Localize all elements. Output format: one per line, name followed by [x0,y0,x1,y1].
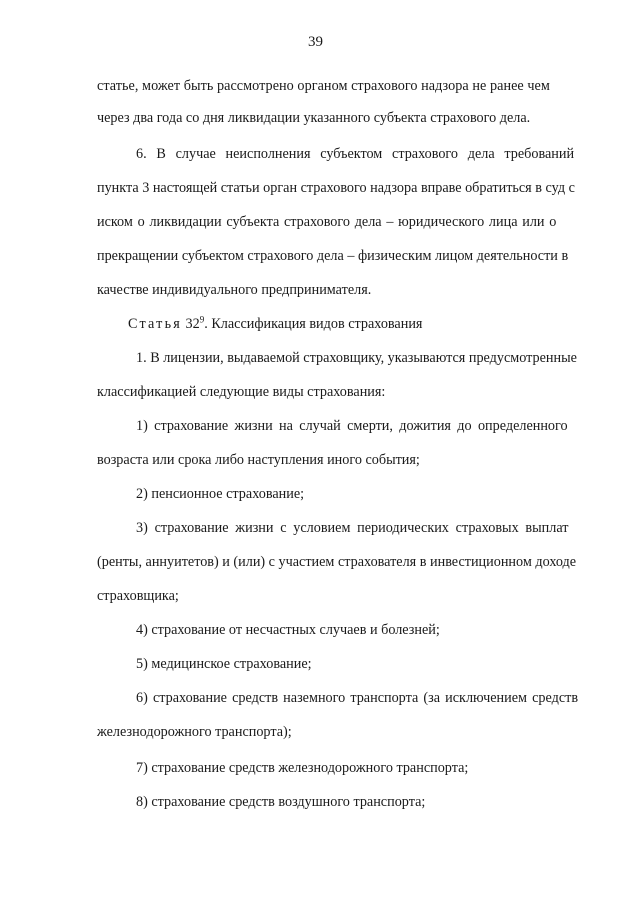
list-item-line: 5) медицинское страхование; [136,656,312,672]
list-item-line: 6) страхование средств наземного транспорта (за исключением средств [136,690,579,706]
paragraph-line: классификацией следующие виды страхования: [97,384,386,400]
page-number: 39 [308,34,323,50]
list-item-line: железнодорожного транспорта); [97,724,292,740]
paragraph-line: через два года со дня ликвидации указанного субъекта страхового дела. [97,110,531,126]
paragraph-line: иском о ликвидации субъекта страхового дела – юридического лица или о [97,214,557,230]
list-item-line: (ренты, аннуитетов) и (или) с участием страхователя в инвестиционном доходе [97,554,577,570]
list-item-line: 4) страхование от несчастных случаев и болезней; [136,622,440,638]
list-item-line: 3) страхование жизни с условием периодических страховых выплат [136,520,569,536]
list-item-line: возраста или срока либо наступления иного события; [97,452,420,468]
article-heading [128,316,422,333]
list-item-line: 2) пенсионное страхование; [136,486,305,502]
article-word: Статья [128,316,182,332]
paragraph-line: качестве индивидуального предпринимателя. [97,282,372,298]
paragraph-line: статье, может быть рассмотрено органом страхового надзора не ранее чем [97,78,550,94]
paragraph-line: 1. В лицензии, выдаваемой страховщику, указываются предусмотренные [136,350,577,366]
article-number: 32 [185,316,200,332]
paragraph-line: пункта 3 настоящей статьи орган страхового надзора вправе обратиться в суд с [97,180,575,196]
list-item-line: 1) страхование жизни на случай смерти, дожития до определенного [136,418,568,434]
article-title: . Классификация видов страхования [204,316,423,332]
paragraph-line: 6. В случае неисполнения субъектом страхового дела требований [136,146,575,162]
article-superscript: 9 [199,314,205,325]
list-item-line: 8) страхование средств воздушного транспорта; [136,794,426,810]
list-item-line: страховщика; [97,588,179,604]
paragraph-line: прекращении субъектом страхового дела – физическим лицом деятельности в [97,248,569,264]
list-item-line: 7) страхование средств железнодорожного транспорта; [136,760,469,776]
